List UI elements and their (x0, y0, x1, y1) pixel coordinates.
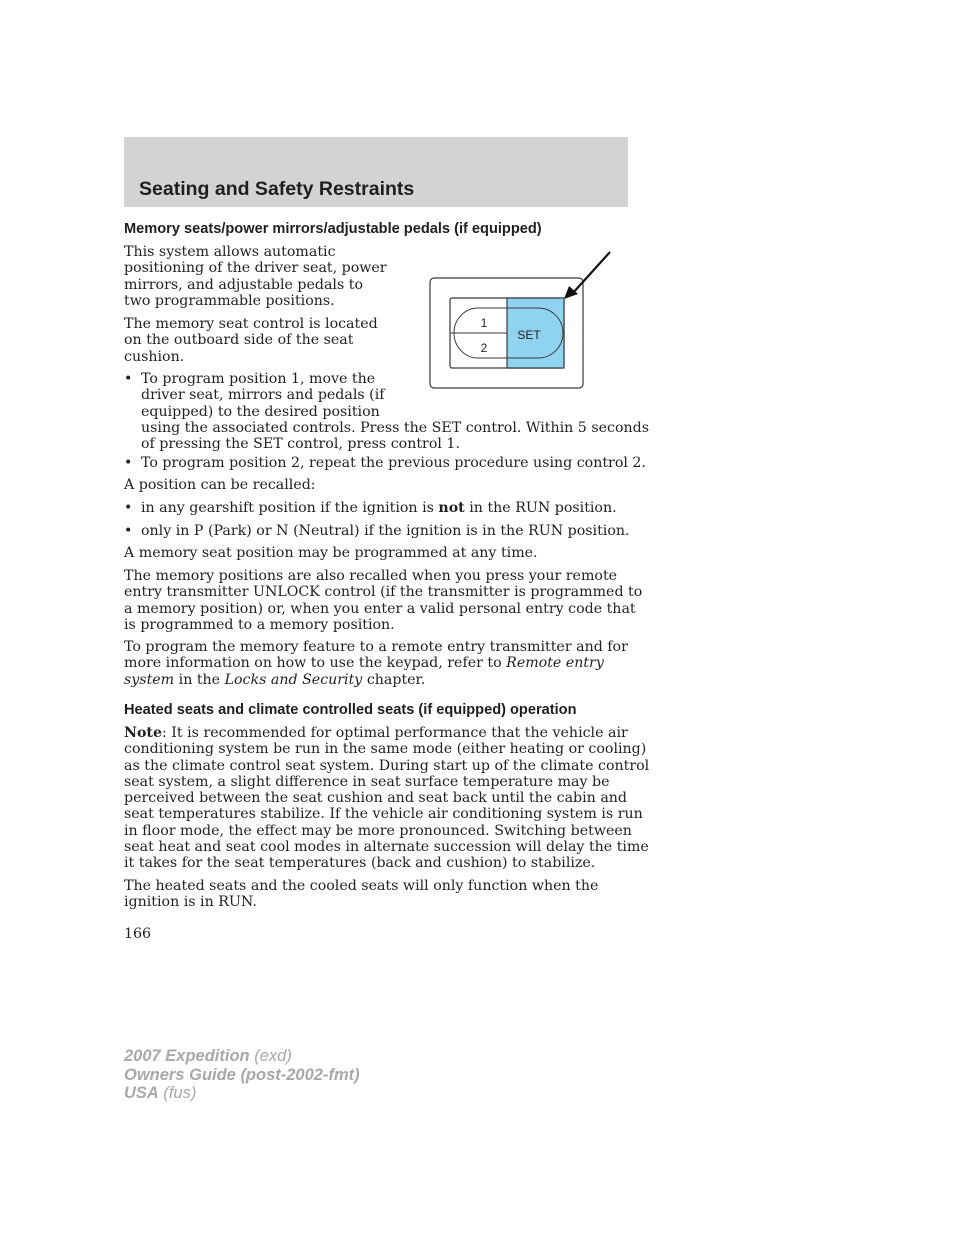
text-line: The memory positions are also recalled when you press your remote (124, 568, 618, 584)
text-line: mirrors, and adjustable pedals to (124, 276, 363, 293)
text-line: To program position 1, move the (141, 371, 376, 387)
text-line: ignition is in RUN. (124, 894, 257, 911)
text-line: driver seat, mirrors and pedals (if (141, 387, 385, 404)
text-line: system in the Locks and Security chapter. (124, 671, 426, 688)
heated-run-paragraph (124, 878, 598, 911)
section-title: Seating and Safety Restraints (139, 178, 415, 200)
note-label: Note (124, 725, 163, 741)
text-line: To program the memory feature to a remote entry transmitter and for (124, 639, 628, 655)
footer-line: 2007 Expedition (exd) (124, 1047, 292, 1065)
text-line: is programmed to a memory position. (124, 616, 395, 633)
document-footer (124, 1047, 360, 1103)
memory-button-2[interactable]: 2 (480, 341, 488, 355)
text-line: The heated seats and the cooled seats will only function when the (124, 878, 599, 894)
footer-line: Owners Guide (post-2002-fmt) (124, 1065, 360, 1084)
remote-entry-reference: Remote entry (506, 655, 604, 672)
bullet-icon: • (124, 500, 133, 516)
text-line: equipped) to the desired position (141, 403, 380, 420)
text-line: a memory position) or, when you enter a valid personal entry code that (124, 600, 636, 617)
text-line: positioning of the driver seat, power (124, 260, 387, 277)
memory-intro (124, 244, 387, 309)
text-line: seat temperatures stabilize. If the vehicle air conditioning system is run (124, 806, 643, 823)
memory-seat-control-figure (428, 250, 614, 394)
text-line: Note: It is recommended for optimal performance that the vehicle air (124, 725, 628, 741)
text-line: conditioning system be run in the same mode (either heating or cooling) (124, 741, 647, 758)
footer-line: USA (fus) (124, 1084, 197, 1102)
text-line: more information on how to use the keypad, refer to Remote entry (124, 655, 604, 672)
memory-seat-control-illustration (428, 250, 614, 390)
page-number: 166 (124, 926, 152, 942)
bullet-icon: • (124, 371, 133, 387)
text-line: cushion. (124, 348, 185, 365)
remote-recall-paragraph (124, 568, 642, 633)
text-line: it takes for the seat temperatures (back and cushion) to stabilize. (124, 855, 596, 872)
text-line: seat heat and seat cool modes in alternate succession will delay the time (124, 839, 649, 856)
text-line: The memory seat control is located (124, 316, 378, 332)
heated-seats-heading: Heated seats and climate controlled seats (if equipped) operation (124, 702, 577, 718)
bullet-icon: • (124, 523, 133, 539)
text-line: using the associated controls. Press the SET control. Within 5 seconds (141, 419, 649, 436)
program-anytime: A memory seat position may be programmed at any time. (124, 545, 538, 561)
heated-note-paragraph (124, 725, 649, 872)
text-line: entry transmitter UNLOCK control (if the transmitter is programmed to (124, 584, 643, 601)
memory-location (124, 316, 378, 365)
text-line: on the outboard side of the seat (124, 332, 354, 349)
text-line: as the climate control seat system. During start up of the climate control (124, 757, 650, 774)
text-line: seat system, a slight difference in seat surface temperature may be (124, 773, 610, 790)
text-line: two programmable positions. (124, 292, 335, 309)
bullet-icon: • (124, 455, 133, 471)
text-line: in floor mode, the effect may be more pronounced. Switching between (124, 822, 632, 839)
remote-program-paragraph (124, 639, 628, 688)
text-line: perceived between the seat cushion and seat back until the cabin and (124, 790, 628, 807)
locks-security-reference: Locks and Security (224, 671, 363, 688)
text-line: of pressing the SET control, press control 1. (141, 436, 460, 453)
memory-button-1[interactable]: 1 (480, 316, 488, 330)
set-button[interactable]: SET (517, 328, 541, 342)
text-line: This system allows automatic (124, 244, 336, 260)
recall-intro: A position can be recalled: (124, 477, 316, 493)
pointer-arrow-shaft (572, 252, 610, 294)
memory-heading: Memory seats/power mirrors/adjustable pedals (if equipped) (124, 221, 542, 237)
